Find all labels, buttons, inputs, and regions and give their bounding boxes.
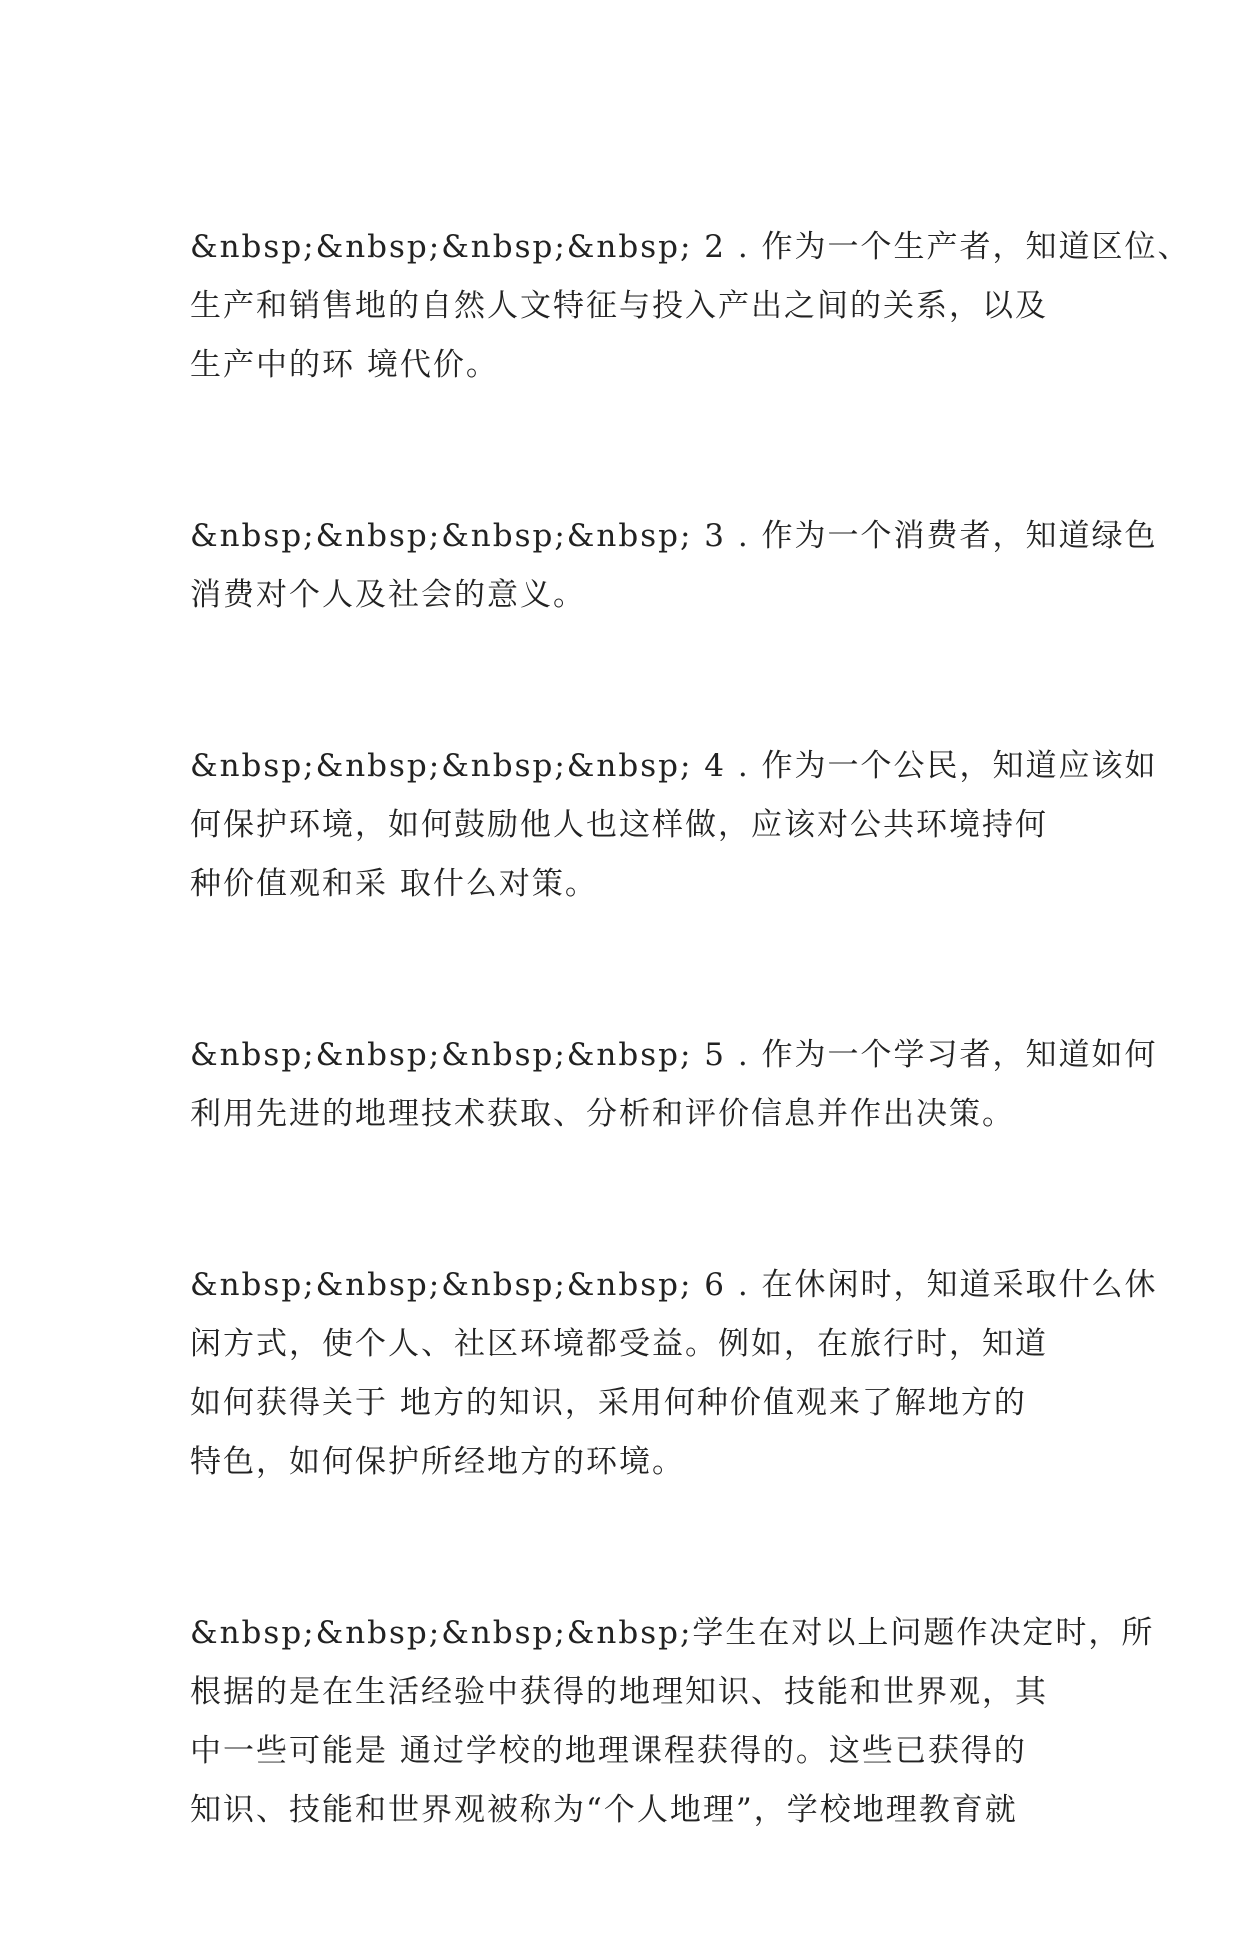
text-line: 种价值观和采 取什么对策。	[190, 866, 598, 902]
text-line: &nbsp;&nbsp;&nbsp;&nbsp; 6 . 在休闲时，知道采取什么休	[190, 1267, 1158, 1303]
paragraph-citizen	[190, 737, 1158, 914]
text-line: &nbsp;&nbsp;&nbsp;&nbsp; 5 . 作为一个学习者，知道如何	[190, 1037, 1158, 1073]
text-line: 中一些可能是 通过学校的地理课程获得的。这些已获得的	[190, 1733, 1027, 1769]
text-line: 消费对个人及社会的意义。	[190, 577, 586, 613]
text-line: &nbsp;&nbsp;&nbsp;&nbsp;学生在对以上问题作决定时，所	[190, 1615, 1155, 1651]
text-line: &nbsp;&nbsp;&nbsp;&nbsp; 2 . 作为一个生产者，知道区位、	[190, 229, 1191, 265]
text-line: 何保护环境，如何鼓励他人也这样做，应该对公共环境持何	[190, 807, 1048, 843]
paragraph-producer	[190, 218, 1191, 395]
text-line: 特色，如何保护所经地方的环境。	[190, 1444, 685, 1480]
document-page	[190, 218, 1191, 1952]
text-line: 知识、技能和世界观被称为“个人地理”，学校地理教育就	[190, 1792, 1018, 1828]
text-line: 根据的是在生活经验中获得的地理知识、技能和世界观，其	[190, 1674, 1048, 1710]
text-line: &nbsp;&nbsp;&nbsp;&nbsp; 4 . 作为一个公民，知道应该如	[190, 748, 1158, 784]
paragraph-personal-geography	[190, 1604, 1155, 1840]
text-line: 如何获得关于 地方的知识，采用何种价值观来了解地方的	[190, 1385, 1027, 1421]
paragraph-learner	[190, 1026, 1158, 1144]
text-line: 闲方式，使个人、社区环境都受益。例如，在旅行时，知道	[190, 1326, 1048, 1362]
paragraph-consumer	[190, 507, 1158, 625]
text-line: &nbsp;&nbsp;&nbsp;&nbsp; 3 . 作为一个消费者，知道绿色	[190, 518, 1158, 554]
text-line: 利用先进的地理技术获取、分析和评价信息并作出决策。	[190, 1096, 1015, 1132]
text-line: 生产和销售地的自然人文特征与投入产出之间的关系，以及	[190, 288, 1048, 324]
text-line: 生产中的环 境代价。	[190, 347, 499, 383]
paragraph-leisure	[190, 1256, 1158, 1492]
